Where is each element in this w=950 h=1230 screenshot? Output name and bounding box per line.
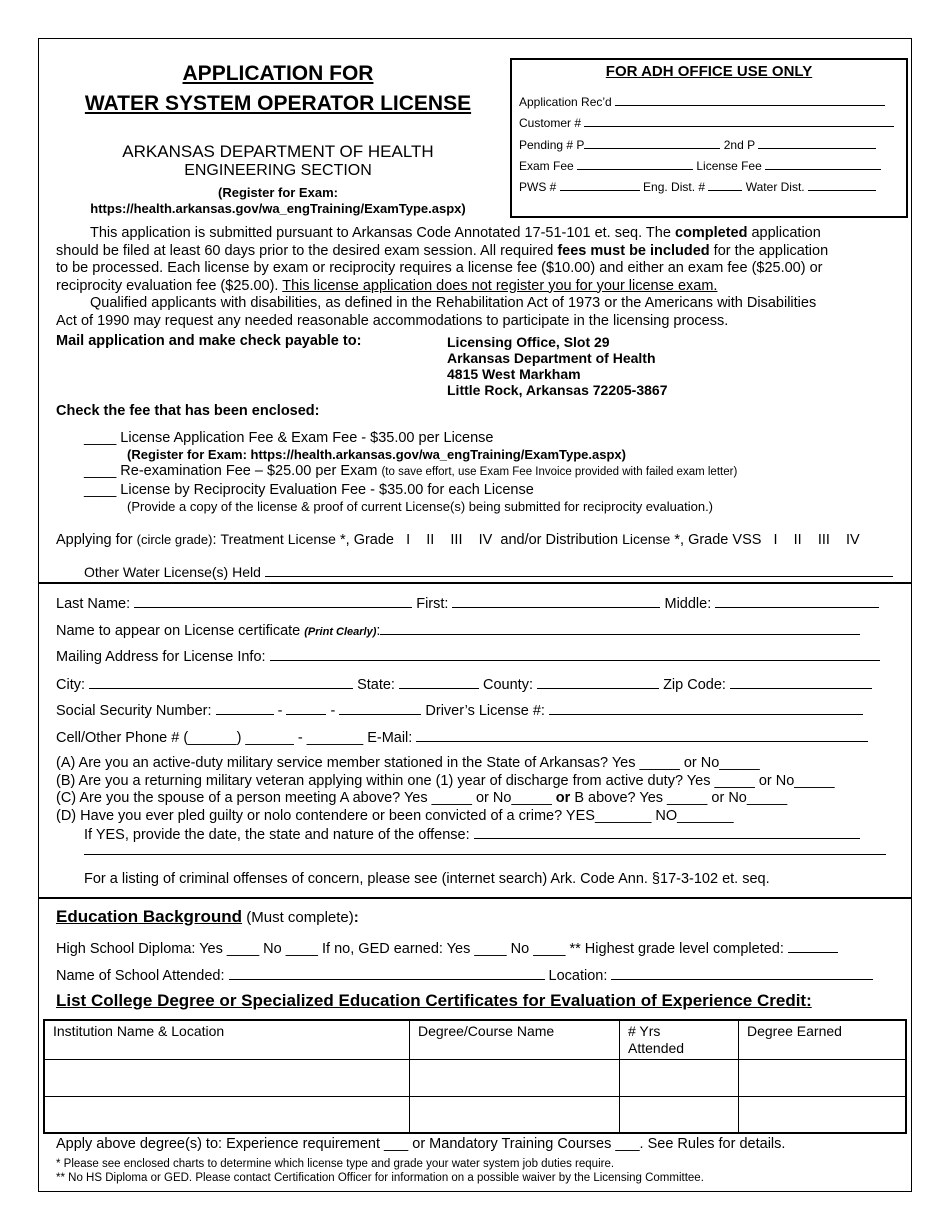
col-institution: Institution Name & Location (44, 1020, 410, 1060)
question-b: (B) Are you a returning military veteran applying within one (1) year of discharge from active duty? Yes _____ or No_____ (56, 772, 835, 789)
intro-text: This application is submitted pursuant to Arkansas Code Annotated 17-51-101 et. seq. The completed application should be filed at least 60 days prior to the desired exam session. All required fees must be included for the application to be processed. Each license by exam or reciprocity requires a license fee ($10.00) and either an exam fee ($25.00) or reciprocity evaluation fee ($25.00). This license application does not register you for your license exam. Qualified applicants with disabilities, as defined in the Rehabilitation Act of 1973 or the Americans with Disabilities Act of 1990 may request any needed reasonable accommodations to participate in the licensing process. (56, 225, 829, 329)
phone-email-row[interactable]: Cell/Other Phone # (______) ______ - _______ E-Mail: (56, 728, 868, 746)
question-c: (C) Are you the spouse of a person meeting A above? Yes _____ or No_____ or B above? Yes _____ or No_____ (56, 790, 788, 806)
col-degree-earned: Degree Earned (739, 1020, 907, 1060)
education-table (43, 1019, 907, 1134)
table-cell[interactable] (739, 1097, 907, 1133)
offense-row: If YES, provide the date, the state and nature of the offense: (56, 825, 860, 845)
divider-2 (38, 897, 912, 899)
office-use-box (510, 58, 908, 218)
questions[interactable] (56, 755, 860, 845)
col-degree-course: Degree/Course Name (410, 1020, 620, 1060)
table-cell[interactable] (620, 1060, 739, 1097)
office-row-pending: Pending # P 2nd P (519, 135, 876, 152)
table-cell[interactable] (44, 1097, 410, 1133)
table-cell[interactable] (739, 1060, 907, 1097)
applying-for-row[interactable]: Applying for (circle grade): Treatment License *, Grade I II III IV and/or Distribution License *, Grade VSS I II III IV (56, 531, 860, 548)
offense-extra-line[interactable] (84, 854, 886, 855)
apply-degree-row[interactable]: Apply above degree(s) to: Experience requirement ___ or Mandatory Training Courses ___. See Rules for details. (56, 1136, 786, 1152)
name-row[interactable]: Last Name: First: Middle: (56, 594, 879, 612)
section-name: ENGINEERING SECTION (184, 162, 372, 179)
criminal-listing-note: For a listing of criminal offenses of concern, please see (internet search) Ark. Code Ann. §17-3-102 et. seq. (84, 871, 770, 887)
office-row-pws: PWS # Eng. Dist. # Water Dist. (519, 177, 876, 194)
title-line2: WATER SYSTEM OPERATOR LICENSE (84, 92, 472, 115)
college-list-heading: List College Degree or Specialized Education Certificates for Evaluation of Experience Credit: (56, 991, 812, 1010)
question-d: (D) Have you ever pled guilty or nolo contendere or been convicted of a crime? YES_______ NO_______ (56, 807, 734, 824)
fee-option-3[interactable]: ____ License by Reciprocity Evaluation Fee - $35.00 for each License (84, 482, 534, 498)
high-school-row[interactable]: High School Diploma: Yes ____ No ____ If no, GED earned: Yes ____ No ____ ** Highest grade level completed: (56, 939, 838, 957)
table-cell[interactable] (620, 1097, 739, 1133)
office-use-title: FOR ADH OFFICE USE ONLY (605, 63, 813, 80)
school-row[interactable]: Name of School Attended: Location: (56, 966, 873, 984)
question-a: (A) Are you an active-duty military service member stationed in the State of Arkansas? Yes _____ or No_____ (56, 755, 760, 771)
register-label: (Register for Exam: (218, 185, 338, 200)
table-header-row (44, 1020, 906, 1060)
fees-heading: Check the fee that has been enclosed: (56, 403, 320, 419)
certificate-name-row[interactable]: Name to appear on License certificate (Print Clearly): (56, 621, 860, 639)
fee3-note: (Provide a copy of the license & proof of current License(s) being submitted for reciprocity evaluation.) (127, 499, 714, 514)
ssn-row[interactable]: Social Security Number: - - Driver’s License #: (56, 701, 863, 719)
office-row-customer: Customer # (519, 113, 894, 130)
office-row-fees: Exam Fee License Fee (519, 156, 881, 173)
footnote-2: ** No HS Diploma or GED. Please contact Certification Officer for information on a possible waiver by the Licensing Committee. (56, 1172, 704, 1184)
table-row[interactable] (44, 1097, 906, 1133)
table-cell[interactable] (410, 1060, 620, 1097)
fee-option-1[interactable]: ____ License Application Fee & Exam Fee - $35.00 per License (84, 430, 494, 446)
mail-address: Licensing Office, Slot 29 Arkansas Department of Health 4815 West Markham Little Rock, Arkansas 72205-3867 (447, 334, 668, 398)
dept-name: ARKANSAS DEPARTMENT OF HEALTH (122, 142, 434, 161)
table-cell[interactable] (44, 1060, 410, 1097)
title-line1: APPLICATION FOR (182, 62, 374, 85)
register-url[interactable]: https://health.arkansas.gov/wa_engTraining/ExamType.aspx) (90, 201, 466, 216)
mailing-address-row[interactable]: Mailing Address for License Info: (56, 647, 880, 665)
office-row-app: Application Rec’d (519, 92, 885, 109)
education-heading: Education Background (Must complete): (56, 907, 359, 926)
col-years: # Yrs Attended (620, 1020, 739, 1060)
other-license-row[interactable]: Other Water License(s) Held (84, 563, 893, 580)
city-row[interactable]: City: State: County: Zip Code: (56, 675, 872, 693)
footnote-1: * Please see enclosed charts to determine which license type and grade your water system job duties require. (56, 1158, 615, 1170)
divider-1 (38, 582, 912, 584)
mail-label: Mail application and make check payable to: (56, 333, 362, 349)
table-cell[interactable] (410, 1097, 620, 1133)
fee1-note: (Register for Exam: https://health.arkansas.gov/wa_engTraining/ExamType.aspx) (127, 447, 626, 462)
table-row[interactable] (44, 1060, 906, 1097)
fee-option-2[interactable]: ____ Re-examination Fee – $25.00 per Exam (to save effort, use Exam Fee Invoice provided with failed exam letter) (84, 463, 738, 479)
